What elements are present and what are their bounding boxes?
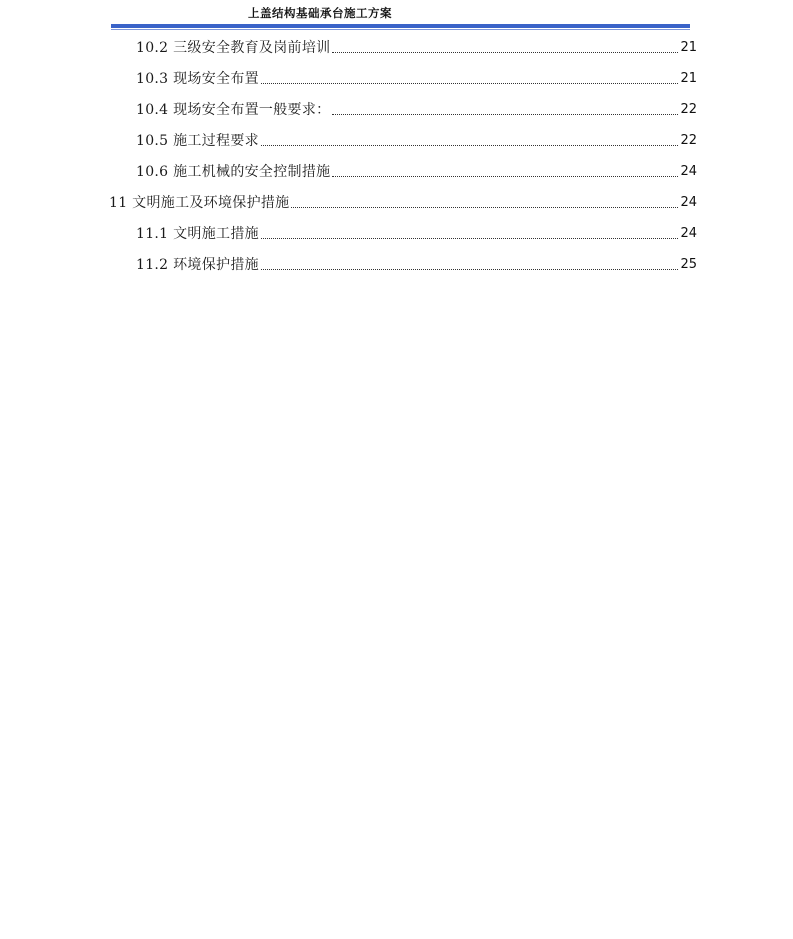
dot-leader bbox=[261, 237, 679, 239]
toc-entry-label: 10.4 现场安全布置一般要求： bbox=[136, 102, 331, 118]
toc-entry-label: 11.2 环境保护措施 bbox=[136, 257, 259, 273]
dot-leader bbox=[291, 206, 678, 208]
toc-entry-label: 10.2 三级安全教育及岗前培训 bbox=[136, 40, 331, 56]
toc-page-number: 24 bbox=[680, 225, 697, 241]
dot-leader bbox=[261, 268, 679, 270]
toc-entry-label: 10.3 现场安全布置 bbox=[136, 71, 259, 87]
toc-page-number: 24 bbox=[680, 194, 697, 210]
toc-page-number: 21 bbox=[680, 70, 697, 86]
dot-leader bbox=[261, 82, 679, 84]
toc-page-number: 24 bbox=[680, 163, 697, 179]
toc-entry-10-3[interactable] bbox=[136, 67, 697, 89]
toc-entry-10-4[interactable] bbox=[136, 98, 697, 120]
toc-entry-11[interactable] bbox=[109, 191, 697, 213]
toc-entry-10-5[interactable] bbox=[136, 129, 697, 151]
document-title: 上盖结构基础承台施工方案 bbox=[248, 6, 392, 20]
toc-entry-11-2[interactable] bbox=[136, 253, 697, 275]
dot-leader bbox=[332, 113, 678, 115]
toc-entry-label: 11.1 文明施工措施 bbox=[136, 226, 259, 242]
dot-leader bbox=[261, 144, 679, 146]
dot-leader bbox=[332, 175, 678, 177]
toc-page-number: 22 bbox=[680, 101, 697, 117]
toc-entry-label: 10.5 施工过程要求 bbox=[136, 133, 259, 149]
toc-page-number: 22 bbox=[680, 132, 697, 148]
toc-entry-label: 10.6 施工机械的安全控制措施 bbox=[136, 164, 331, 180]
toc-page-number: 21 bbox=[680, 39, 697, 55]
toc-entry-10-2[interactable] bbox=[136, 36, 697, 58]
dot-leader bbox=[332, 51, 678, 53]
toc-entry-11-1[interactable] bbox=[136, 222, 697, 244]
toc-page-number: 25 bbox=[680, 256, 697, 272]
toc-entry-10-6[interactable] bbox=[136, 160, 697, 182]
header-divider-thin bbox=[111, 29, 690, 30]
toc-entry-label: 11 文明施工及环境保护措施 bbox=[109, 195, 290, 211]
header-divider bbox=[111, 24, 690, 28]
